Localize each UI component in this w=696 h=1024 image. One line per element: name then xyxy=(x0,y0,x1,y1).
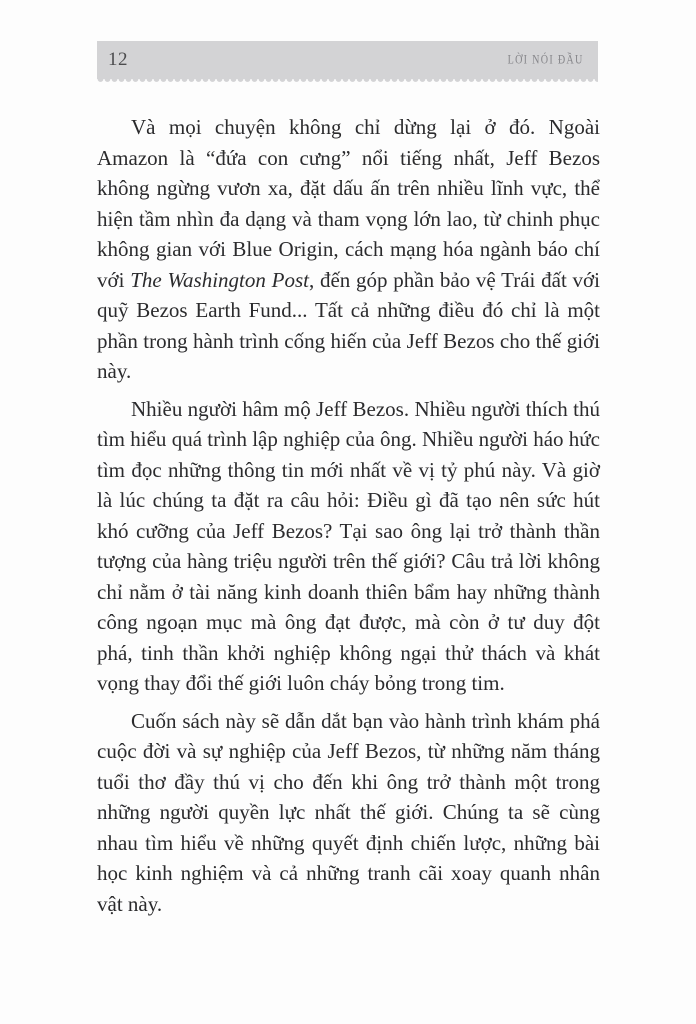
paragraph-1 xyxy=(97,112,600,387)
paragraph-2 xyxy=(97,394,600,699)
paragraph-text: Nhiều người hâm mộ Jeff Bezos. Nhiều người thích thú tìm hiểu quá trình lập nghiệp của ông. Nhiều người háo hức tìm đọc những thông tin mới nhất về vị tỷ phú này. Và giờ là lúc chúng ta đặt ra câu hỏi: Điều gì đã tạo nên sức hút khó cưỡng của Jeff Bezos? Tại sao ông lại trở thành thần tượng của hàng triệu người trên thế giới? Câu trả lời không chỉ nằm ở tài năng kinh doanh thiên bẩm hay những thành công ngoạn mục mà ông đạt được, mà còn ở tư duy đột phá, tinh thần khởi nghiệp không ngại thử thách và khát vọng thay đổi thế giới luôn cháy bỏng trong tim. xyxy=(97,396,600,695)
paragraph-3 xyxy=(97,706,600,920)
page-body xyxy=(97,112,600,926)
paragraph-text: Và mọi chuyện không chỉ dừng lại ở đó. Ngoài Amazon là “đứa con cưng” nổi tiếng nhất, Jeff Bezos không ngừng vươn xa, đặt dấu ấn trên nhiều lĩnh vực, thể hiện tầm nhìn đa dạng và tham vọng lớn lao, từ chinh phục không gian với Blue Origin, cách mạng hóa ngành báo chí với xyxy=(97,115,600,292)
italic-book-title: The Washington Post xyxy=(130,267,309,292)
page-header xyxy=(97,41,598,79)
page-number: 12 xyxy=(108,49,128,70)
paragraph-text: , đến góp phần bảo vệ Trái đất với quỹ Bezos Earth Fund... Tất cả những điều đó chỉ là một phần trong hành trình cống hiến của Jeff Bezos cho thế giới này. xyxy=(97,267,600,383)
section-title: LỜI NÓI ĐẦU xyxy=(507,53,584,67)
paragraph-text: Cuốn sách này sẽ dẫn dắt bạn vào hành trình khám phá cuộc đời và sự nghiệp của Jeff Bezos, từ những năm tháng tuổi thơ đầy thú vị cho đến khi ông trở thành một trong những người quyền lực nhất thế giới. Chúng ta sẽ cùng nhau tìm hiểu về những quyết định chiến lược, những bài học kinh nghiệm và cả những tranh cãi xoay quanh nhân vật này. xyxy=(97,708,600,916)
